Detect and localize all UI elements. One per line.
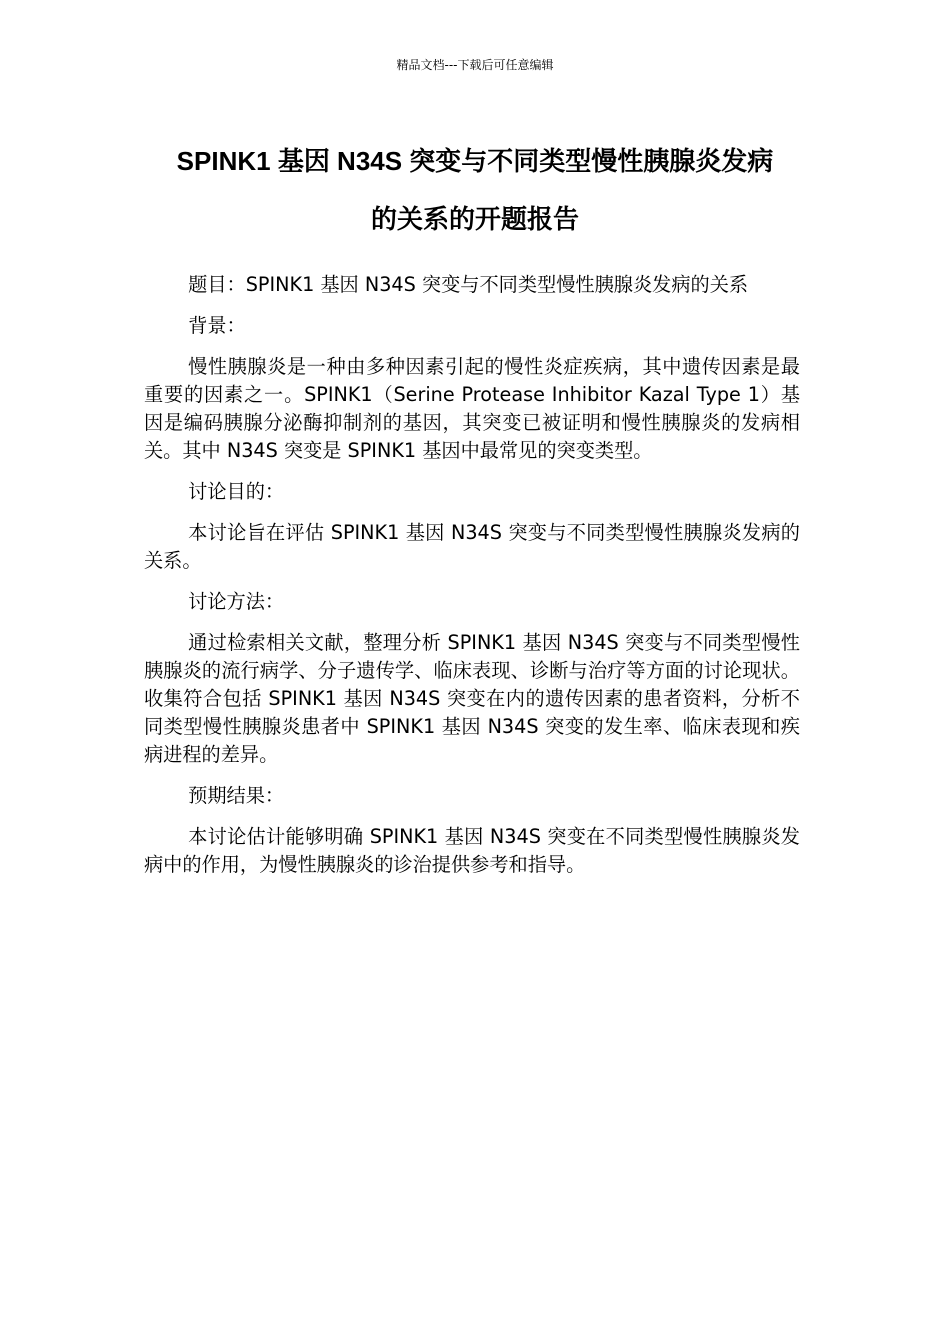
document-title <box>140 132 810 248</box>
expected-results-heading: 预期结果： <box>188 784 285 807</box>
document-title-line-2: 的关系的开题报告 <box>370 204 579 234</box>
background-paragraph: 慢性胰腺炎是一种由多种因素引起的慢性炎症疾病，其中遗传因素是最重要的因素之一。SPINK1（Serine Protease Inhibitor Kazal Type 1）基因是编码胰腺分泌酶抑制剂的基因，其突变已被证明和慢性胰腺炎的发病相关。其中 N34S 突变是 SPINK1 基因中最常见的突变类型。 <box>144 355 800 462</box>
methods-paragraph: 通过检索相关文献，整理分析 SPINK1 基因 N34S 突变与不同类型慢性胰腺炎的流行病学、分子遗传学、临床表现、诊断与治疗等方面的讨论现状。收集符合包括 SPINK1 基因 N34S 突变在内的遗传因素的患者资料，分析不同类型慢性胰腺炎患者中 SPINK1 基因 N34S 突变的发生率、临床表现和疾病进程的差异。 <box>144 631 800 766</box>
purpose-heading: 讨论目的： <box>188 480 285 503</box>
background-heading: 背景： <box>188 314 246 337</box>
document-body <box>144 271 800 892</box>
methods-heading: 讨论方法： <box>188 590 285 613</box>
page-header: 精品文档---下载后可任意编辑 <box>396 58 554 72</box>
purpose-paragraph: 本讨论旨在评估 SPINK1 基因 N34S 突变与不同类型慢性胰腺炎发病的关系。 <box>144 521 800 572</box>
topic-paragraph: 题目：SPINK1 基因 N34S 突变与不同类型慢性胰腺炎发病的关系 <box>188 273 749 296</box>
document-title-line-1: SPINK1 基因 N34S 突变与不同类型慢性胰腺炎发病 <box>176 146 774 176</box>
expected-results-paragraph: 本讨论估计能够明确 SPINK1 基因 N34S 突变在不同类型慢性胰腺炎发病中的作用，为慢性胰腺炎的诊治提供参考和指导。 <box>144 825 800 876</box>
